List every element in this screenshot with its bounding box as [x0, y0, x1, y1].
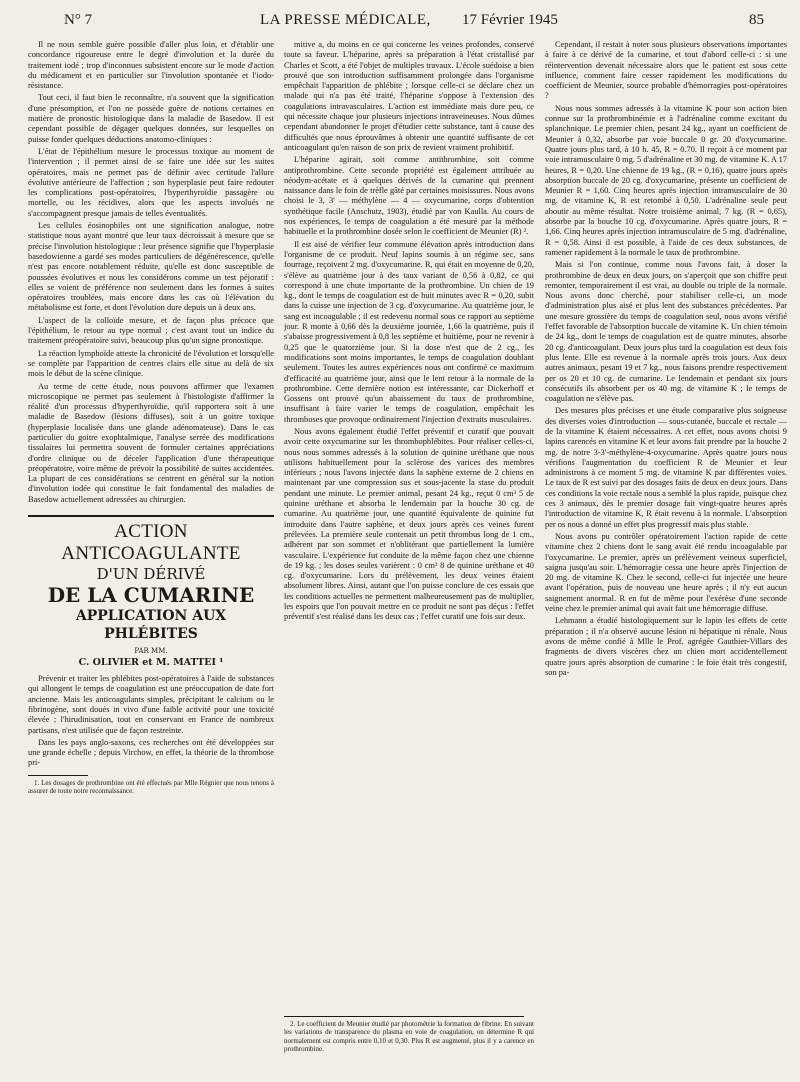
footnote-rule: [284, 1016, 524, 1017]
article-title-line-3: DE LA CUMARINE: [47, 583, 255, 608]
paragraph: Nous nous sommes adressés à la vitamine K pour son action bien connue sur la prothrombinémie et à l'adrénaline comme excitant du splanchnique. Le premier chien, pesant 24 kg., ayant un coefficient de Meunier à 0,32, absorbe par voie buccale 0 gr. 20 d'oxycumarine. Quatre jours plus tard, à 10 h. 45, R = 0.70. Il reçoit à ce moment par voie intramusculaire 0 mg. 5 d'adrénaline et 30 mg. de vitamine K. A 17 heures, R = 0,20. Une chienne de 19 kg., (R = 0,16), quatre jours après absorption buccale de 20 cg. d'oxycumarine, présente un coefficient de Meunier R = 1,60. Cinq heures après injection intramusculaire de 30 mg. de vitamine K, R est retombé à 0,50. L'adrénaline seule peut aboutir au même résultat. Notre troisième animal, 7 kg. (R = 0,65), absorbe par la bouche 10 cg. d'oxycumarine. Après quatre jours, R = 1,66. Cinq heures après injection intramusculaire de 5 mg. d'adrénaline, R = 0,58. Ainsi il est possible, à l'aide de ces deux substances, de ramener rapidement à la normale le taux de prothrombine.: [545, 103, 787, 257]
paragraph: Tout ceci, il faut bien le reconnaître, n'a souvent que la signification d'une présomption, et l'on ne possède guère de notions certaines en matière de pronostic histologique dans la maladie de Basedow. Il est cependant possible de dégager quelques données, sur lesquelles on puisse fonder quelques déductions anatomo-cliniques :: [28, 93, 274, 144]
footnote-block: [284, 1010, 534, 1055]
byline-par: PAR MM.: [134, 647, 168, 656]
paragraph: Nous avons également étudié l'effet préventif et curatif que pouvait avoir cette oxycumarine sur les thrombophlébites. Pour réaliser celles-ci, nous nous sommes adressés à la solution de quinine uréthane que nous utilisons habituellement pour la sclérose des varices des membres inférieurs ; nous l'avons injectée dans la saphène externe de 2 chiens en maintenant par une compression sus et sous-jacente la stase du produit pendant une minute. Le premier animal, pesant 24 kg., reçut 0 cm³ 5 de quinine uréthane et absorba le lendemain par la bouche 30 cg. de cumarine. Au quatrième jour, une quantité équivalente de quinine fut introduite dans l'autre saphène, et deux jours après ces veines furent prélevées. La première seule contenait un petit thrombus long de 1 cm., adhérent par son sommet et n'oblitérant que partiellement la lumière vasculaire. L'expérience fut conduite de la même façon chez une chienne de 19 kg. ; les doses seules varièrent : 0 cm³ 8 de quinine uréthane et 40 cg. d'oxycumarine. Lors du prélèvement, les deux veines étaient absolument libres. Ainsi, autant que l'on puisse conclure de ces essais que les conditions actuelles ne permettent malheureusement pas de multiplier, les espoirs que l'on pouvait mettre en ce produit ne sont pas déçus : l'effet préventif s'est réalisé dans les deux cas ; l'effet curatif une fois sur deux.: [284, 426, 534, 622]
paragraph: Il est aisé de vérifier leur commune élévation après introduction dans l'organisme de ce produit. Neuf lapins soumis à un régime sec, sans fourrage, reçoivent 2 mg. d'oxycumarine. R, qui était en moyenne de 0,20, s'élève au quatrième jour à des taux variant de 0,56 à 0,82, ce qui correspond à une chute importante de la prothrombine. Un chien de 19 kg., dont le temps de coagulation est de huit minutes avec R = 0,20, subit dans la cuisse une injection de 3 cg. d'oxycumarine. Au quatrième jour, le sang est incoagulable ; il est redevenu normal sous ce rapport au septième jour. R monte à 0,66 dès la deuxième journée, 1,66 la quatrième, puis il s'abaisse progressivement à 0,8 les septième et huitième, pour ne revenir à 0,25 que le quatorzième jour. Si la dose n'est que de 2 cg., les modifications sont moins importantes, le temps de coagulation doublant seulement. Toutes les autres expériences nous ont confirmé ce maximum d'efficacité au quatrième jour, ainsi que le lent retour à la normale de la prothrombine. Cette dernière notion est intéressante, car Dickerhoff et Gossens ont prouvé qu'un abaissement du taux de prothrombine, insuffisant à faire varier le temps de coagulation, empêchait les thromboses que provoque ordinairement l'injection d'extraits musculaires.: [284, 239, 534, 424]
paragraph: mitive a, du moins en ce qui concerne les veines profondes, conservé toute sa faveur. L'héparine, après sa préparation à l'état cristallisé par Charles et Scott, a été l'objet de multiples travaux. L'école suédoise a bien prouvé que son introduction suffisamment prolongée dans l'organisme empêchait l'apparition de phlébite ; lorsque celle-ci se déclare chez un malade qui n'a pas été traité, l'héparine s'oppose à l'extension des coagulations intravasculaires. L'action est immédiate mais dure peu, ce qui nécessite chaque jour plusieurs injections intraveineuses. Nous dûmes cependant abandonner le projet d'étudier cette substance, tant à cause des difficultés que nous éprouvâmes à obtenir une quantité suffisante de cet anticoagulant qu'en raison de son prix de revient vraiment prohibitif.: [284, 40, 534, 152]
article-title-line-2: D'UN DÉRIVÉ: [96, 565, 206, 584]
paragraph: Nous avons pu contrôler opératoirement l'action rapide de cette vitamine chez 2 chiens dont le sang avait été rendu incoagulable par l'oxycumarine. Le premier, après un prélèvement veineux superficiel, saigna jusqu'au soir. L'hémorragie cessa une heure après l'injection de 20 mg. de vitamine K. Chez le second, celle-ci fut injectée une heure avant l'opération, puis de nouveau une heure après ; il n'y eut aucun saignement anormal. R en fut de même pour l'exérèse d'une seconde veine chez le premier animal qui avait fait une hémorragie diffuse.: [545, 531, 787, 614]
article-title-line-1: ACTION ANTICOAGULANTE: [61, 521, 241, 565]
paragraph: Cependant, il restait à noter sous plusieurs observations importantes à faire à ce dérivé de la cumarine, et tout d'abord celle-ci : si une réintervention devenait nécessaire alors que le patient est sous cette influence, comment faire cesser rapidement les modifications du coefficient de Meunier, source probable d'hémorragies post-opératoires ?: [545, 40, 787, 101]
paragraph: Lehmann a étudié histologiquement sur le lapin les effets de cette préparation ; il n'a observé aucune lésion ni hépatique ni rénale. Nous avons de même confié à Mlle le Prof. agrégée Gauthier-Villars des fragments de divers viscères chez un chien mort accidentellement quatre jours après absorption de cumarine : le foie était très congestif, son pa-: [545, 616, 787, 677]
paragraph: Dans les pays anglo-saxons, ces recherches ont été développées sur une grande échelle ; depuis Virchow, en effet, la théorie de la thrombose pri-: [28, 737, 274, 768]
journal-title: LA PRESSE MÉDICALE,: [260, 12, 431, 28]
article-authors: C. OLIVIER et M. MATTEI ¹: [78, 657, 224, 669]
paragraph: Mais si l'on continue, comme nous l'avons fait, à doser la prothrombine de deux en deux jours, on s'aperçoit que son chiffre peut remonter, temporairement il est vrai, au double ou triple de la normale. Nous avons donc cherché, pour stabiliser celle-ci, un mode d'administration plus aisé et plus lent des substances précédentes. Par une mesure grossière du temps de coagulation seul, nous avons vérifié l'effet favorable de l'absorption buccale de vitamine K. Un chien témoin de 24 kg., dont le temps de coagulation est de quatre minutes, absorbe 20 cg. d'anticoagulant. Deux jours plus tard la coagulation est deux fois plus lente. Elle est revenue à la normale après trois jours. Aux deux autres animaux, pesant 19 et 7 kg., nous faisons prendre respectivement per os 20 et 10 cg. de cumarine. Le lendemain et pendant six jours consécutifs ils absorbent per os 40 mg. de vitamine K ; le temps de coagulation ne s'élève pas.: [545, 260, 787, 404]
column-middle: [284, 40, 534, 1005]
paragraph: Des mesures plus précises et une étude comparative plus soigneuse des diverses voies d'introduction — sous-cutanée, buccale et rectale — de la vitamine K étaient nécessaires. A cet effet, nous avons choisi 9 lapins carencés en vitamine K et leur avons fait prendre par la bouche 2 mg. de notre 3-3'-méthylène-4-oxycumarine. Après quatre jours nous vérifions l'augmentation du coefficient R de Meunier et leur administrons à ce moment 5 mg. de vitamine K par différentes voies. Le taux de R est suivi par des dosages faits de deux en deux jours. Dans ces conditions la voie rectale nous a semblé la plus rapide, puisque chez ces 3 animaux, dès le premier dosage fait vingt-quatre heures après l'introduction de vitamine K, R était revenu à la normale. L'absorption per os nous a donné un effet plus progressif mais plus stable.: [545, 406, 787, 529]
paragraph: Il ne nous semble guère possible d'aller plus loin, et d'établir une concordance rigoureuse entre le degré d'involution et la durée du traitement iodé ; trop d'inconnues subsistent encore sur le mode d'action du médicament et en particulier sur l'involution spontanée et l'iodo-résistance.: [28, 40, 274, 91]
issue-date: 17 Février 1945: [462, 12, 558, 28]
article-heading: [28, 515, 274, 668]
paragraph: La réaction lymphoïde atteste la chronicité de l'évolution et lorsqu'elle se complète par l'apparition de centres clairs elle situe au delà de six mois le début de la scène clinique.: [28, 348, 274, 379]
paragraph: L'héparine agirait, soit comme antithrombine, soit comme antiprothrombine. Cette seconde propriété est également attribuée au néodym-acétate et à quelques dérivés de la cumarine qui prennent naissance dans le foin de trèfle gâté par certaines moisissures. Nous avons choisi le 3, 3' — méthylène — 4 — oxycumarine, corps d'obtention synthétique facile (Anschutz, 1903), étudié par von Kaulla. Au cours de nos expériences, le temps de coagulation a été mesuré par la méthode habituelle et la prothrombine dosée selon le coefficient de Meunier (R) ².: [284, 155, 534, 237]
column-left: [28, 40, 274, 1072]
paragraph: Les cellules éosinophiles ont une signification analogue, notre statistique nous ayant montré que leur taux décroissait à mesure que se précise l'involution histologique ; leur présence signifie que l'hyperplasie basedowienne a gardé ses modes particuliers de dégénérescence, qu'elle n'est pas encore notablement réduite, qu'elle est donc susceptible de poussées évolutives et nous les considérons comme un test péjoratif : elles se voient de préférence non seulement dans les formes à suites opératoires troublées, mais encore dans les cas où l'élévation du métabolisme est forte, et dont l'évolution dure depuis un à deux ans.: [28, 221, 274, 313]
paragraph: L'état de l'épithélium mesure le processus toxique au moment de l'intervention ; il permet ainsi de se faire une idée sur les suites opératoires, mais ne permet pas de définir avec certitude l'allure évolutive antérieure de l'affection ; son hyperplasie peut faire redouter les complications post-opératoires, l'hyperthyroïdie passagère ou mortelle, ou les récidives, alors que les aspects involués ne s'accompagnent presque jamais de telles éventualités.: [28, 146, 274, 218]
issue-number: N° 7: [64, 12, 93, 28]
page-header: [28, 12, 770, 36]
paragraph: Prévenir et traiter les phlébites post-opératoires à l'aide de substances qui allongent le temps de coagulation est une préoccupation de date fort ancienne. Mais les anticoagulants simples, précipitant le calcium ou le fibrinogène, sont doués in vivo d'une faible activité pour une toxicité élevée ; l'hirudinisation, tout en conservant en France de nombreux partisans, n'est utilisée que de façon restreinte.: [28, 674, 274, 735]
footnote: 2. Le coefficient de Meunier étudié par photométrie la formation de fibrine. En suivant les variations de transparence du plasma en voie de coagulation, on détermine R qui normalement est compris entre 0,10 et 0,30. Plus R est augmenté, plus il y a carence en prothrombine.: [284, 1020, 534, 1053]
article-title-line-4: APPLICATION AUX PHLÉBITES: [75, 608, 227, 643]
page-number: 85: [749, 12, 764, 28]
paragraph: L'aspect de la colloïde mesure, et de façon plus précoce que l'épithélium, le retour au type normal ; c'est avant tout un indice du traitement préopératoire suivi, beaucoup plus qu'un signe pronostique.: [28, 315, 274, 346]
column-right: [545, 40, 787, 1072]
footnote: 1. Les dosages de prothrombine ont été effectués par Mlle Régnier que nous tenons à assurer de toute notre reconnaissance.: [28, 778, 274, 796]
paragraph: Au terme de cette étude, nous pouvons affirmer que l'examen microscopique ne permet pas seulement à l'histologiste d'affirmer la réalité d'un processus d'hyperthyroïdie, qu'il rapportera soit à une maladie de Basedow (lésions diffuses), soit à un goitre toxique (hyperplasie localisée dans une glande adénomateuse). Dans le cas particulier du goitre exophtalmique, l'analyse serrée des modifications tissulaires lui permettra souvent de formuler certaines appréciations d'ordre clinique ou de déceler l'application d'une thérapeutique préopératoire, voire même de prévoir la possibilité de suites accidentées. La plupart de ces considérations se centrent en général sur la notion d'involution iodée qui constitue le fait fondamental des maladies de Basedow actuellement adressées au chirurgien.: [28, 381, 274, 504]
footnote-rule: [28, 775, 88, 776]
